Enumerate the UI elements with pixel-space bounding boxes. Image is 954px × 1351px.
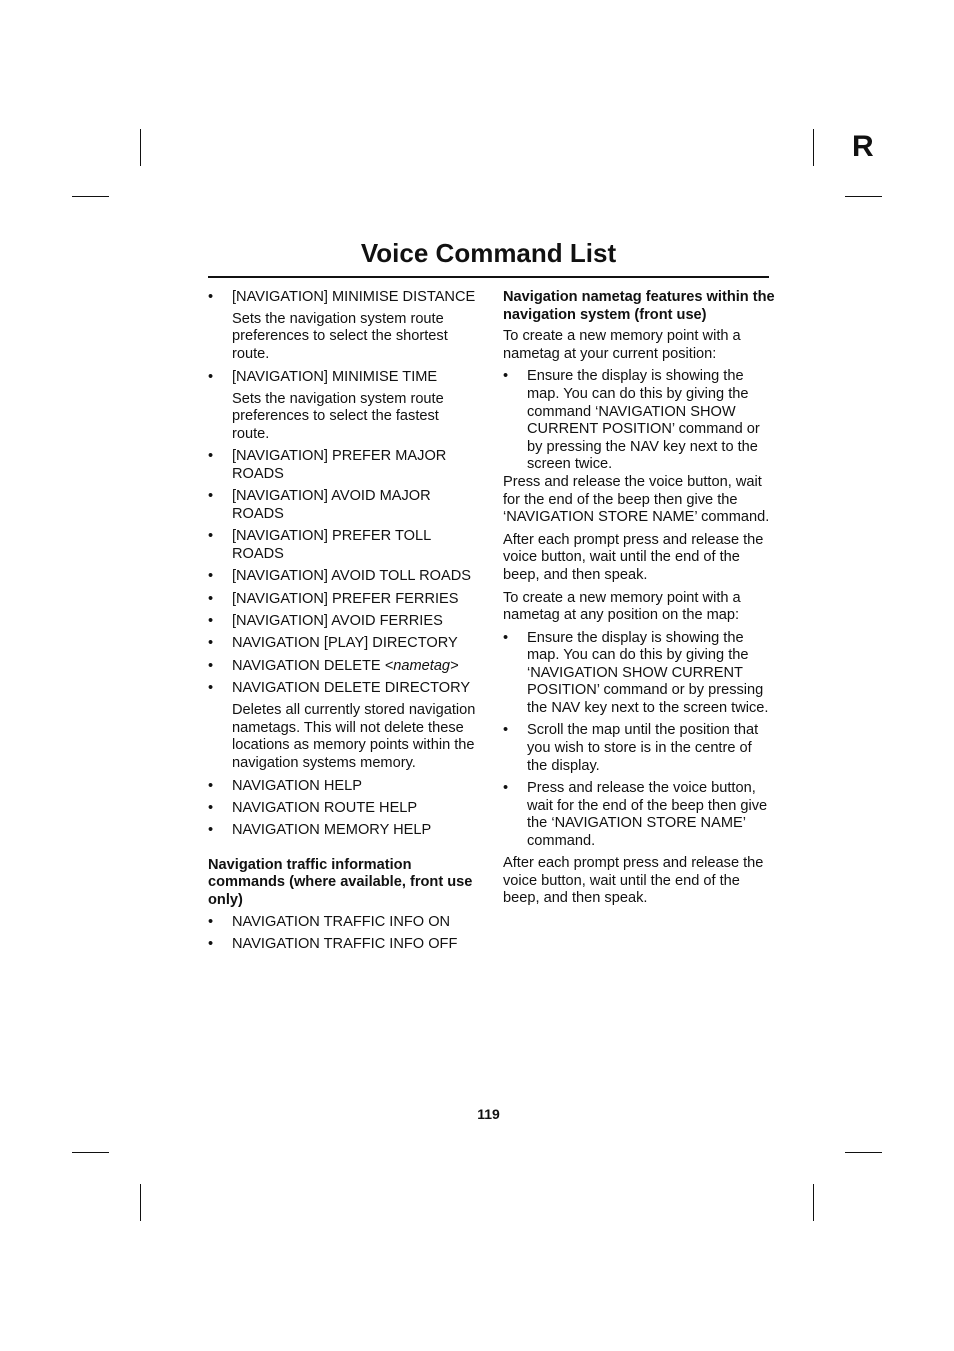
page-number: 119 — [477, 1106, 500, 1122]
list-item — [208, 658, 476, 676]
paragraph: Press and release the voice button, wait for the end of the beep then give the ‘NAVIGATION STORE NAME’ command. — [503, 473, 770, 526]
list-item-text: NAVIGATION DELETE — [232, 657, 385, 674]
command-list — [208, 448, 476, 698]
crop-mark — [72, 196, 109, 197]
traffic-command-list — [208, 914, 476, 954]
crop-mark — [845, 196, 882, 197]
list-item: • [NAVIGATION] AVOID MAJOR ROADS — [208, 488, 476, 523]
left-column — [208, 289, 476, 958]
crop-mark — [813, 129, 814, 166]
item-description: Deletes all currently stored navigation nametags. This will not delete these locations as memory points within the navigation systems memory. — [232, 702, 476, 771]
crop-mark — [140, 1184, 141, 1221]
list-item: • Scroll the map until the position that you wish to store is in the centre of the display. — [503, 722, 775, 775]
list-item: • NAVIGATION MEMORY HELP — [208, 822, 476, 840]
list-item: • [NAVIGATION] AVOID TOLL ROADS — [208, 568, 476, 586]
crop-mark — [845, 1152, 882, 1153]
paragraph: After each prompt press and release the voice button, wait until the end of the beep, and then speak. — [503, 855, 764, 907]
crop-mark — [813, 1184, 814, 1221]
title-rule — [208, 276, 769, 278]
paragraph: After each prompt press and release the voice button, wait until the end of the beep, and then speak. — [503, 531, 764, 583]
page-title: Voice Command List — [360, 238, 617, 268]
list-item: • NAVIGATION ROUTE HELP — [208, 800, 476, 818]
list-item: • [NAVIGATION] AVOID FERRIES — [208, 613, 476, 631]
crop-mark — [140, 129, 141, 166]
paragraph: To create a new memory point with a nametag at any position on the map: — [503, 589, 741, 624]
command-list — [208, 369, 476, 387]
list-item: • NAVIGATION HELP — [208, 778, 476, 796]
paragraph: To create a new memory point with a nametag at your current position: — [503, 328, 741, 362]
traffic-heading: Navigation traffic information commands (where available, front use only) — [208, 856, 473, 909]
nametag-placeholder: <nametag> — [384, 657, 459, 674]
list-item: • [NAVIGATION] PREFER FERRIES — [208, 591, 476, 609]
list-item: • [NAVIGATION] PREFER MAJOR ROADS — [208, 448, 476, 483]
section-letter: R — [852, 130, 874, 163]
item-description: Sets the navigation system route preferences to select the shortest route. — [232, 310, 448, 363]
nametag-heading: Navigation nametag features within the navigation system (front use) — [503, 289, 775, 323]
list-item: • Ensure the display is showing the map. You can do this by giving the command ‘NAVIGATION SHOW CURRENT POSITION’ command or by pressing the NAV key next to the screen twice. — [503, 368, 775, 474]
list-item: • NAVIGATION TRAFFIC INFO ON — [208, 914, 476, 932]
list-item: • NAVIGATION TRAFFIC INFO OFF — [208, 936, 476, 954]
right-column — [503, 289, 775, 913]
crop-mark — [72, 1152, 109, 1153]
steps-list — [503, 630, 775, 851]
steps-list — [503, 368, 775, 474]
list-item: • [NAVIGATION] MINIMISE DISTANCE — [208, 289, 476, 307]
list-item: • [NAVIGATION] PREFER TOLL ROADS — [208, 528, 476, 563]
list-item: • [NAVIGATION] MINIMISE TIME — [208, 369, 476, 387]
list-item: • Press and release the voice button, wait for the end of the beep then give the ‘NAVIGATION STORE NAME’ command. — [503, 780, 775, 850]
command-list — [208, 289, 476, 307]
list-item: • NAVIGATION [PLAY] DIRECTORY — [208, 635, 476, 653]
list-item: • Ensure the display is showing the map. You can do this by giving the ‘NAVIGATION SHOW CURRENT POSITION’ command or by pressing the NAV key next to the screen twice. — [503, 630, 775, 718]
item-description: Sets the navigation system route preferences to select the fastest route. — [232, 390, 444, 442]
list-item: • NAVIGATION DELETE DIRECTORY — [208, 680, 476, 698]
command-list — [208, 778, 476, 840]
